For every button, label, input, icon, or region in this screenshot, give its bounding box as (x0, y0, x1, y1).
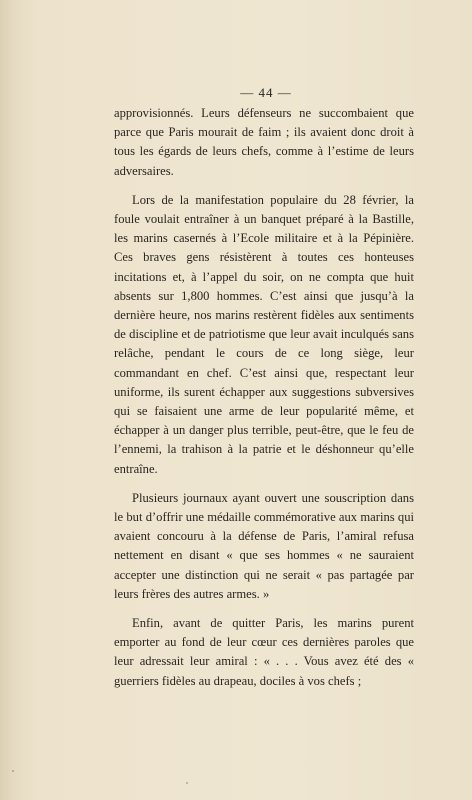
body-text (114, 104, 414, 701)
page-number: — 44 — (240, 85, 292, 100)
paragraph-1: approvisionnés. Leurs défenseurs ne succombaient que parce que Paris mourait de faim ; ils avaient donc droit à tous les égards de leurs chefs, comme à l’estime de leurs adversaires. (114, 106, 414, 178)
paragraph-2: Lors de la manifestation populaire du 28 février, la foule voulait entraîner à un banquet préparé à la Bastille, les marins casernés à l’Ecole militaire et à la Pépinière. Ces braves gens résistèrent à toutes ces honteuses incitations et, à l’appel du soir, on ne compta que huit absents sur 1,800 hommes. C’est ainsi que jusqu’à la dernière heure, nos marins restèrent fidèles aux sentiments de discipline et de patriotisme que leur avait inculqués sans relâche, pendant le cours de ce long siège, leur commandant en chef. C’est ainsi que, respectant leur uniforme, ils surent échapper aux suggestions subversives qui se faisaient une arme de leur popularité même, et échapper à un danger plus terrible, peut-être, que le feu de l’ennemi, la trahison à la patrie et le déshonneur qu’elle entraîne. (114, 192, 414, 476)
paper-speck (186, 782, 188, 784)
paragraph-3: Plusieurs journaux ayant ouvert une souscription dans le but d’offrir une médaille commémorative aux marins qui avaient concouru à la défense de Paris, l’amiral refusa nettement en disant « que ses hommes « ne sauraient accepter une distinction qui ne serait « pas partagée par leurs frères des autres armes. » (114, 490, 414, 601)
paper-speck (12, 770, 14, 772)
paragraph-4: Enfin, avant de quitter Paris, les marins purent emporter au fond de leur cœur ces dernières paroles que leur adressait leur amiral : « . . . Vous avez été des « guerriers fidèles au drapeau, dociles à vos chefs ; (114, 616, 414, 688)
